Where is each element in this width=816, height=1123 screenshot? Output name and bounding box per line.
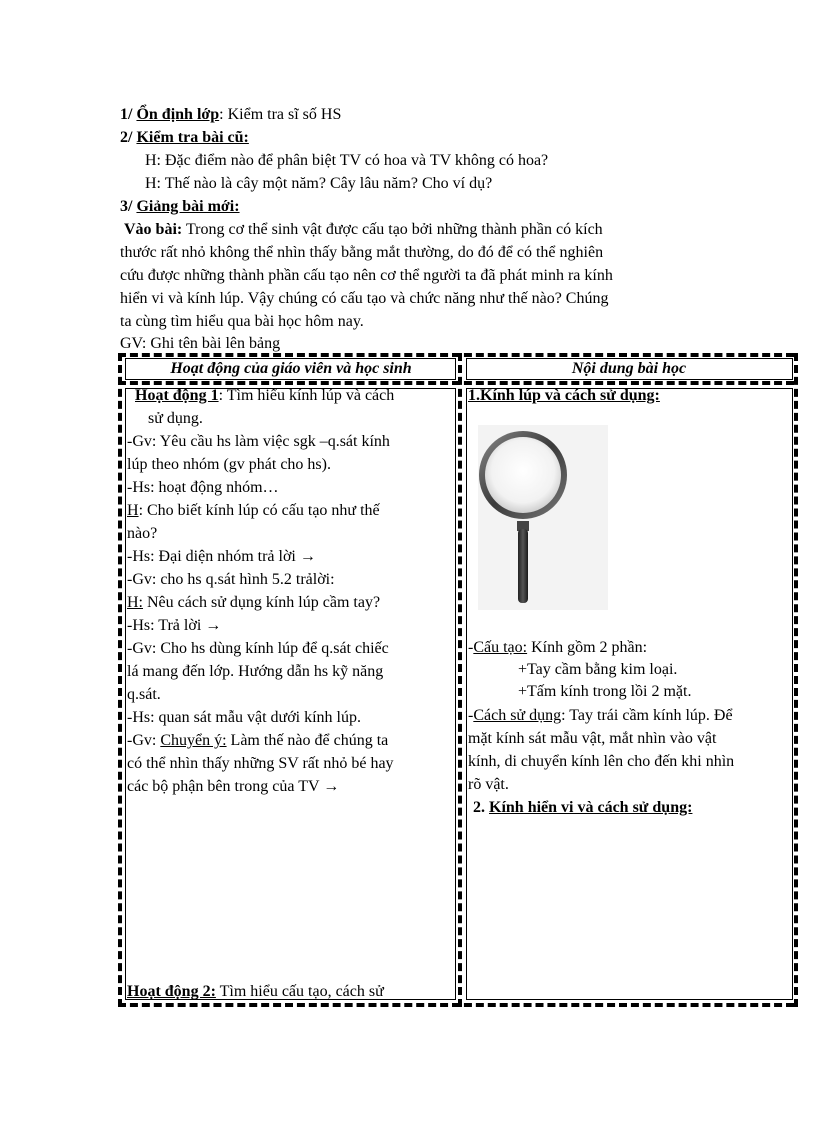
- activity-2-label: Hoạt động 2:: [127, 983, 216, 1000]
- section-1-text: : Kiểm tra sĩ số HS: [219, 106, 342, 123]
- left-line-13: -Hs: quan sát mẫu vật dưới kính lúp.: [127, 709, 361, 726]
- left-line-8: [127, 592, 380, 614]
- table-border-bottom: [118, 1003, 794, 1007]
- left-line-4: [127, 500, 380, 522]
- magnifying-glass-image: [478, 425, 608, 610]
- intro-paragraph-line-5: ta cùng tìm hiểu qua bài học hôm nay.: [120, 313, 364, 330]
- intro-label: Vào bài:: [124, 221, 183, 238]
- left-line-4-text: : Cho biết kính lúp có cấu tạo như thế: [138, 502, 380, 519]
- section-3-number: 3/: [120, 198, 137, 215]
- activity-2-text: Tìm hiểu cấu tạo, cách sử: [215, 983, 384, 1000]
- left-line-3: -Hs: hoạt động nhóm…: [127, 479, 279, 496]
- intro-paragraph-line-2: thước rất nhỏ không thể nhìn thấy bằng mắt thường, do đó để có thể nghiên: [120, 244, 604, 261]
- left-line-9: -Hs: Trả lời →: [127, 617, 222, 634]
- table-border-top: [118, 353, 794, 357]
- intro-text-1: Trong cơ thể sinh vật được cấu tạo bởi những thành phần có kích: [182, 221, 603, 238]
- intro-paragraph-line-4: hiển vi và kính lúp. Vậy chúng có cấu tạo và chức năng như thế nào? Chúng: [120, 290, 609, 307]
- table-border-left: [118, 353, 122, 1007]
- usage-line-3: kính, di chuyển kính lên cho đến khi nhìn: [468, 753, 735, 770]
- section-2-heading-text: Kính hiển vi và cách sử dụng:: [489, 799, 693, 816]
- section-3-line: [120, 196, 240, 218]
- left-line-12: q.sát.: [127, 686, 161, 703]
- left-line-10: -Gv: Cho hs dùng kính lúp để q.sát chiếc: [127, 640, 389, 657]
- activity-1-text: : Tìm hiểu kính lúp và cách: [218, 387, 395, 404]
- left-line-15: có thể nhìn thấy những SV rất nhỏ bé hay: [127, 755, 394, 772]
- usage-line-4: rõ vật.: [468, 776, 509, 793]
- left-line-5: nào?: [127, 525, 158, 542]
- teacher-note: GV: Ghi tên bài lên bảng: [120, 335, 281, 352]
- structure-item-2: +Tấm kính trong lồi 2 mặt.: [518, 683, 692, 700]
- usage-line-1: -Cách sử dụng: Tay trái cầm kính lúp. Để: [468, 707, 733, 724]
- section-1-number: 1/: [120, 106, 137, 123]
- section-3-title: Giảng bài mới:: [136, 198, 240, 215]
- left-line-8-text: Nêu cách sử dụng kính lúp cầm tay?: [143, 594, 381, 611]
- section-2-number: 2/: [120, 129, 137, 146]
- usage-line-2: mặt kính sát mẫu vật, mắt nhìn vào vật: [468, 730, 717, 747]
- left-line-2: lúp theo nhóm (gv phát cho hs).: [127, 456, 331, 473]
- usage-label: Cách sử dụng: [473, 707, 562, 724]
- section-2-title: Kiểm tra bài cũ:: [136, 129, 249, 146]
- structure-item-1: +Tay cầm bằng kim loại.: [518, 661, 678, 678]
- left-line-14-text: Làm thế nào để chúng ta: [226, 732, 389, 749]
- transition-label: Chuyển ý:: [160, 732, 227, 749]
- left-line-6: -Hs: Đại diện nhóm trả lời →: [127, 548, 316, 565]
- section-1-line: [120, 104, 341, 126]
- activity-1-label: Hoạt động 1: [135, 387, 219, 404]
- intro-paragraph-line-1: [124, 219, 603, 241]
- activity-1-cont: sử dụng.: [148, 410, 203, 427]
- table-border-right: [794, 353, 798, 1007]
- usage-text-1: : Tay trái cầm kính lúp. Để: [561, 707, 733, 724]
- section-1-heading: 1.Kính lúp và cách sử dụng:: [468, 387, 660, 404]
- left-line-1: -Gv: Yêu cầu hs làm việc sgk –q.sát kính: [127, 433, 390, 450]
- header-left: Hoạt động của giáo viên và học sinh: [170, 360, 412, 377]
- left-line-11: lá mang đến lớp. Hướng dẫn hs kỹ năng: [127, 663, 384, 680]
- left-line-7: -Gv: cho hs q.sát hình 5.2 trảlời:: [127, 571, 335, 588]
- question-2: H: Thế nào là cây một năm? Cây lâu năm? Cho ví dụ?: [145, 175, 493, 192]
- question-marker: H:: [127, 594, 143, 611]
- question-marker: H: [127, 502, 139, 519]
- section-1-title: Ổn định lớp: [136, 106, 220, 123]
- header-right: Nội dung bài học: [571, 360, 687, 377]
- section-2-line: [120, 127, 249, 149]
- structure-label: Cấu tạo:: [473, 639, 528, 656]
- intro-paragraph-line-3: cứu được những thành phần cấu tạo nên cơ thể người ta đã phát minh ra kính: [120, 267, 613, 284]
- activity-2-heading: [127, 981, 384, 1003]
- section-2-heading-number: 2.: [473, 799, 489, 816]
- structure-line: -Cấu tạo: Kính gồm 2 phần:: [468, 639, 648, 656]
- activity-1-heading: [135, 385, 394, 407]
- left-line-14: [127, 730, 388, 752]
- left-line-16: các bộ phận bên trong của TV →: [127, 778, 340, 795]
- left-line-14-prefix: -Gv:: [127, 732, 161, 749]
- magnifying-glass-icon: [478, 425, 608, 610]
- table-border-middle: [458, 353, 462, 1007]
- structure-text: Kính gồm 2 phần:: [527, 639, 648, 656]
- question-1: H: Đặc điểm nào để phân biệt TV có hoa và TV không có hoa?: [145, 152, 549, 169]
- section-2-heading: [473, 797, 692, 819]
